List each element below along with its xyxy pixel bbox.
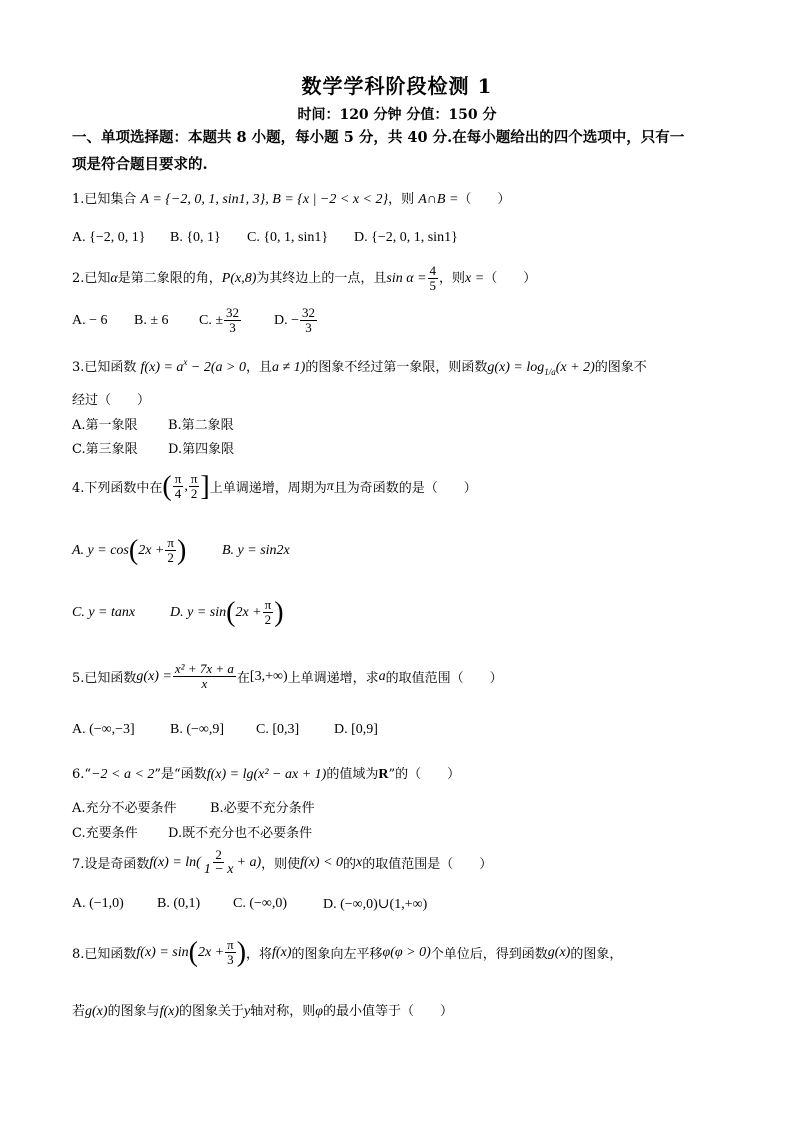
q3-option-d[interactable]: D.第四象限: [168, 442, 235, 457]
q5-g: g(x) =: [136, 668, 172, 684]
q2-option-c-sign: C. ±: [199, 313, 224, 328]
section-heading: [72, 124, 732, 178]
q6-stem-d: ”的（ ）: [388, 767, 461, 782]
q4-option-a-num: π: [167, 535, 174, 550]
q2-stem-d: ，则: [439, 271, 466, 286]
q6-cond: −2 < a < 2: [91, 767, 155, 782]
q7-option-c[interactable]: C. (−∞,0): [233, 896, 288, 911]
q4-pi: π: [326, 478, 334, 494]
q3-f-rest: − 2(a > 0: [187, 360, 246, 375]
q4-option-d-frac: [263, 598, 274, 627]
q5-option-d[interactable]: D. [0,9]: [334, 722, 378, 737]
q2-blank: （ ）: [484, 271, 537, 286]
q1-option-a[interactable]: A. {−2, 0, 1}: [72, 230, 146, 245]
q8-line2-c: 的图象关于: [179, 1004, 245, 1019]
q7-stem-c: 的: [343, 857, 357, 872]
q8-line2-g: g(x): [85, 1004, 108, 1019]
q1-stem: 1.已知集合: [72, 192, 141, 207]
q8-line2-phi: φ: [315, 1004, 324, 1019]
q2-stem-b: 是第二象限的角，: [117, 271, 222, 286]
q3-options-row1: [72, 414, 234, 433]
section-heading-line1: 一、单项选择题：本题共 8 小题，每小题 5 分，共 40 分.在每小题给出的四个选项中，只有一: [72, 129, 685, 146]
q3-stem: 3.已知函数: [72, 360, 141, 375]
q4-option-d-func: D. y = sin: [170, 604, 227, 620]
q3-g: g(x) = log: [487, 360, 545, 375]
q8-f2: f(x): [272, 944, 292, 960]
q8-stem-e: 的图象，: [570, 947, 623, 962]
q8-stem-d: 个单位后，得到函数: [430, 947, 548, 962]
q4-interval-open: (: [162, 470, 172, 502]
q7-option-d[interactable]: D. (−∞,0)∪(1,+∞): [323, 897, 428, 912]
q5-interval: [3,+∞): [249, 668, 288, 684]
q8-line2-e: 的最小值等于（ ）: [323, 1004, 454, 1019]
q5-option-b[interactable]: B. (−∞,9]: [170, 722, 225, 737]
q6-options-row1: [72, 797, 315, 816]
q8-den: 3: [227, 952, 234, 967]
q8-fraction: [225, 938, 236, 967]
question-1: [72, 188, 510, 208]
q7-option-b[interactable]: B. (0,1): [157, 896, 201, 911]
q7-f: f(x) = ln(: [149, 854, 201, 870]
q2-option-c-frac: [224, 306, 241, 335]
q5-stem: 5.已知函数: [72, 671, 137, 686]
q2-option-d[interactable]: [274, 306, 318, 335]
q6-option-b[interactable]: B.必要不充分条件: [210, 801, 315, 816]
q4-option-b[interactable]: B. y = sin2x: [222, 542, 290, 558]
q2-frac-num: 4: [429, 263, 437, 278]
q3-option-c[interactable]: C.第三象限: [72, 442, 138, 457]
q4-end-den: 2: [190, 486, 198, 501]
q4-option-a-arg: 2x +: [138, 542, 165, 558]
q1-sets: A = {−2, 0, 1, sin1, 3}, B = {x | −2 < x < 2}: [140, 192, 389, 207]
q7-f-rest: + a): [236, 854, 262, 870]
q3-stem-c: 的图象不经过第一象限，则函数: [305, 360, 488, 375]
q2-option-c-num: 32: [226, 305, 240, 320]
q8-stem: 8.已知函数: [72, 947, 137, 962]
q8-line2-d: 轴对称，则: [250, 1004, 316, 1019]
q4-interval-close: ]: [200, 470, 210, 502]
q2-option-a[interactable]: A. − 6: [72, 312, 108, 328]
q8-arg: 2x +: [197, 944, 225, 960]
q6-option-a[interactable]: A.充分不必要条件: [72, 801, 177, 816]
q4-interval-start: [173, 472, 184, 501]
q4-option-a-frac: [165, 536, 176, 565]
q7-stem: 7.设是奇函数: [72, 857, 150, 872]
question-2: [72, 264, 536, 293]
q2-option-d-num: 32: [302, 305, 316, 320]
q2-option-d-frac: [300, 306, 317, 335]
q4-option-d-den: 2: [264, 612, 272, 627]
q4-options-row1: [72, 536, 290, 565]
q1-option-b[interactable]: B. {0, 1}: [170, 230, 221, 245]
q8-line2-f: f(x): [159, 1004, 180, 1019]
q4-option-c[interactable]: C. y = tanx: [72, 604, 136, 620]
q4-start-den: 4: [174, 486, 182, 501]
q8-stem-c: 的图象向左平移: [291, 947, 383, 962]
q3-options-row2: [72, 438, 234, 457]
q4-interval-comma: ,: [184, 478, 188, 494]
q8-line2-y: y: [244, 1004, 251, 1019]
q4-option-a-close: ): [176, 534, 187, 566]
q4-option-d-arg: 2x +: [235, 604, 262, 620]
q3-f: f(x) = a: [140, 360, 184, 375]
q4-options-row2: [72, 598, 284, 627]
exam-info: 时间：120 分钟 分值：150 分: [297, 107, 497, 123]
q4-option-a-den: 2: [167, 550, 174, 565]
q4-end-num: π: [190, 471, 198, 486]
q8-g: g(x): [547, 944, 571, 960]
q4-option-d[interactable]: [170, 598, 284, 627]
section-heading-line2: 项是符合题目要求的.: [72, 156, 208, 173]
q8-line2-a: 若: [72, 1004, 86, 1019]
q2-option-b[interactable]: B. ± 6: [134, 312, 169, 328]
q7-stem-d: 的取值范围是（ ）: [362, 857, 493, 872]
q3-f-exp: x: [183, 357, 188, 367]
q6-option-c[interactable]: C.充要条件: [72, 826, 138, 841]
q2-point: P(x,8): [221, 271, 257, 286]
q7-options: [72, 896, 427, 913]
page-title: 数学学科阶段检测 1: [301, 74, 493, 98]
q1-blank: （ ）: [458, 192, 511, 207]
q7-num: 2: [215, 847, 222, 862]
q4-stem: 4.下列函数中在: [72, 481, 163, 496]
q8-num: π: [227, 937, 234, 952]
q4-option-a-func: A. y = cos: [72, 542, 129, 558]
q4-option-a-open: (: [128, 534, 139, 566]
question-3: [72, 356, 647, 377]
q3-stem-d: 的图象不: [594, 360, 647, 375]
q4-option-d-num: π: [264, 597, 272, 612]
q8-close: ): [236, 936, 247, 968]
q7-stem-b: ，则使: [261, 857, 301, 872]
question-7: [72, 848, 492, 877]
q2-option-d-sign: D. −: [274, 313, 300, 328]
q6-R: R: [378, 767, 389, 782]
q3-stem-b: ，且: [245, 360, 272, 375]
q2-option-d-den: 3: [305, 320, 312, 335]
q1-option-c[interactable]: C. {0, 1, sin1}: [247, 230, 329, 245]
q5-num: x² + 7x + a: [174, 661, 234, 676]
q6-stem-c: 的值域为: [326, 767, 379, 782]
q6-stem-b: ”是“函数: [154, 767, 207, 782]
q3-cond: a ≠ 1): [272, 360, 306, 375]
q5-option-c[interactable]: C. [0,3]: [256, 722, 300, 737]
q2-fraction: [428, 264, 439, 293]
question-8: [72, 938, 622, 967]
question-4: [72, 472, 477, 501]
q8-line2-b: 的图象与: [107, 1004, 160, 1019]
q3-g-arg: (x + 2): [555, 360, 595, 375]
q1-options: [72, 230, 458, 246]
q2-option-c-den: 3: [229, 320, 236, 335]
q2-x: x =: [465, 271, 485, 286]
q8-open: (: [188, 936, 198, 968]
q2-frac-den: 5: [429, 278, 437, 293]
q5-stem-b: 在: [236, 671, 250, 686]
q6-stem: 6.“: [72, 767, 92, 782]
q7-option-a[interactable]: A. (−1,0): [72, 896, 124, 911]
q1-stem-b: ，则: [388, 192, 419, 207]
q3-option-b[interactable]: B.第二象限: [168, 418, 234, 433]
question-6: [72, 763, 460, 783]
q4-option-a[interactable]: [72, 536, 222, 565]
q8-line2: [72, 1000, 453, 1020]
q7-x: x: [356, 854, 363, 870]
q5-stem-d: 的取值范围（ ）: [385, 671, 503, 686]
q4-interval-end: [189, 472, 200, 501]
q4-option-d-close: ): [274, 596, 284, 628]
q3-option-a[interactable]: A.第一象限: [72, 418, 138, 433]
q8-stem-b: ，将: [246, 947, 273, 962]
q1-option-d[interactable]: D. {−2, 0, 1, sin1}: [354, 230, 458, 245]
q4-option-d-open: (: [226, 596, 236, 628]
q5-options: [72, 722, 378, 738]
q5-den: x: [201, 676, 208, 691]
q8-f: f(x) = sin: [136, 944, 189, 960]
q3-log-base: 1/a: [544, 367, 556, 377]
q2-alpha: α: [110, 271, 118, 286]
q5-stem-c: 上单调递增，求: [287, 671, 379, 686]
q7-cond: f(x) < 0: [300, 854, 344, 870]
q8-phi: φ(φ > 0): [382, 944, 431, 960]
q4-start-num: π: [174, 471, 182, 486]
q5-a: a: [378, 668, 386, 684]
q6-option-d[interactable]: D.既不充分也不必要条件: [168, 826, 313, 841]
q5-option-a[interactable]: A. (−∞,−3]: [72, 722, 135, 737]
q2-stem-c: 为其终边上的一点，且: [256, 271, 387, 286]
q4-stem-c: 且为奇函数的是（ ）: [333, 481, 477, 496]
q6-options-row2: [72, 822, 312, 841]
q4-stem-b: 上单调递增，周期为: [209, 481, 327, 496]
q2-option-c[interactable]: [199, 306, 274, 335]
q1-intersection: A∩B =: [418, 192, 459, 207]
q2-options: [72, 306, 318, 335]
q7-den: 1 − x: [203, 862, 234, 877]
q7-fraction: [202, 848, 236, 877]
q5-fraction: [173, 662, 236, 691]
question-5: [72, 662, 503, 691]
q2-stem: 2.已知: [72, 271, 111, 286]
q6-f: f(x) = lg(x² − ax + 1): [206, 767, 327, 782]
q3-stem-line2: 经过（ ）: [72, 393, 151, 408]
q2-sin: sin α =: [386, 271, 427, 286]
